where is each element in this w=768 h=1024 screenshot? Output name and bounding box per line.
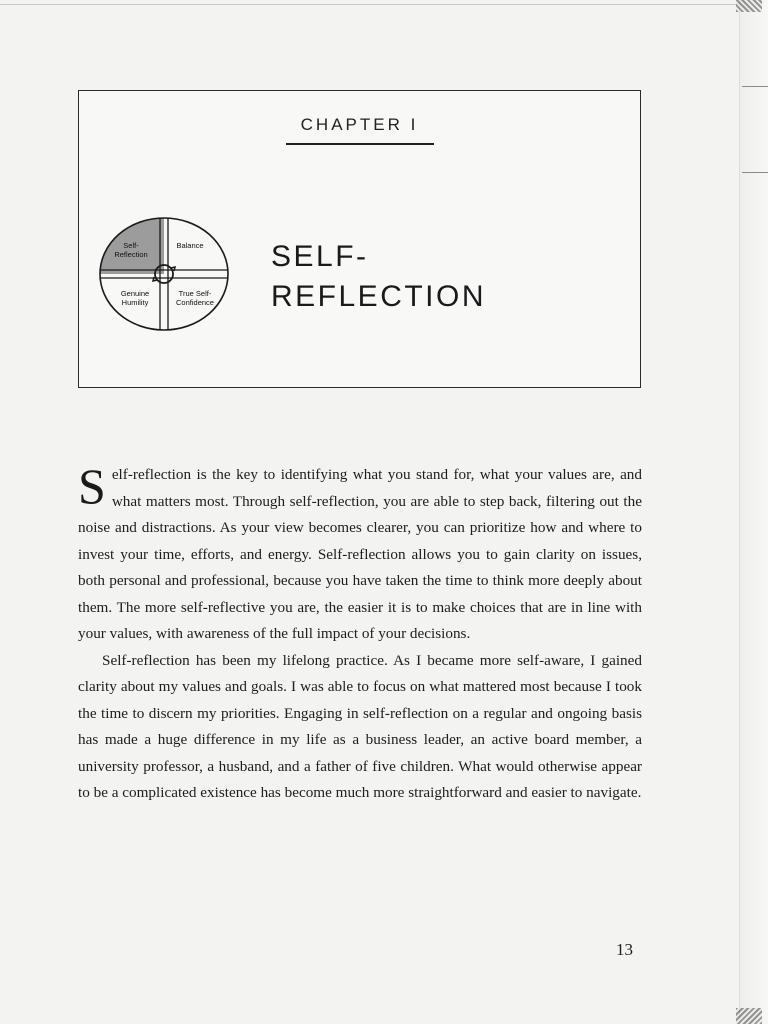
chapter-header-box (78, 90, 641, 388)
chapter-underline (286, 143, 434, 145)
corner-scrap-decoration (736, 0, 762, 12)
chapter-title-line: REFLECTION (271, 280, 487, 313)
paragraph: Self-reflection has been my lifelong practice. As I became more self-aware, I gained clarity about my values and goals. I was able to focus on what mattered most because I took the time to discern my priorities. Engaging in self-reflection on a regular and ongoing basis has made a huge difference in my life as a business leader, an active board member, a university professor, a husband, and a father of five children. What would otherwise appear to be a complicated existence has become much more straightforward and easier to navigate. (78, 651, 642, 801)
page-number: 13 (616, 940, 633, 959)
quadrant-label: Reflection (114, 250, 148, 259)
quadrant-label: Self- (123, 241, 139, 250)
edge-mark (742, 172, 768, 173)
quadrant-label: True Self- (178, 289, 212, 298)
leadership-wheel-diagram (97, 215, 231, 333)
adjacent-page-edge (739, 0, 768, 1024)
chapter-title-line: SELF- (271, 240, 369, 273)
quadrant-label: Genuine (120, 289, 150, 298)
quadrant-label: Humility (121, 298, 149, 307)
paragraph-text: elf-reflection is the key to identifying what you stand for, what your values are, and what matters most. Through self-reflection, you are able to step back, filtering out the noise and distractions. As your view becomes clearer, you can prioritize how and where to invest your time, efforts, and energy. Self-reflection allows you to gain clarity on issues, both personal and professional, because you have taken the time to think more deeply about them. The more self-reflective you are, the easier it is to make choices that are in line with your values, with awareness of the full impact of your decisions. (78, 466, 642, 642)
chapter-label: CHAPTER I (300, 115, 419, 134)
corner-scrap-decoration (736, 1008, 762, 1024)
quadrant-label: Balance (176, 241, 204, 250)
edge-mark (742, 86, 768, 87)
quadrant-label: Confidence (176, 298, 214, 307)
paragraph (78, 458, 642, 648)
chapter-title (271, 237, 486, 317)
chapter-body-text (78, 458, 642, 807)
page-top-edge (0, 4, 740, 5)
drop-cap: S (78, 458, 106, 514)
